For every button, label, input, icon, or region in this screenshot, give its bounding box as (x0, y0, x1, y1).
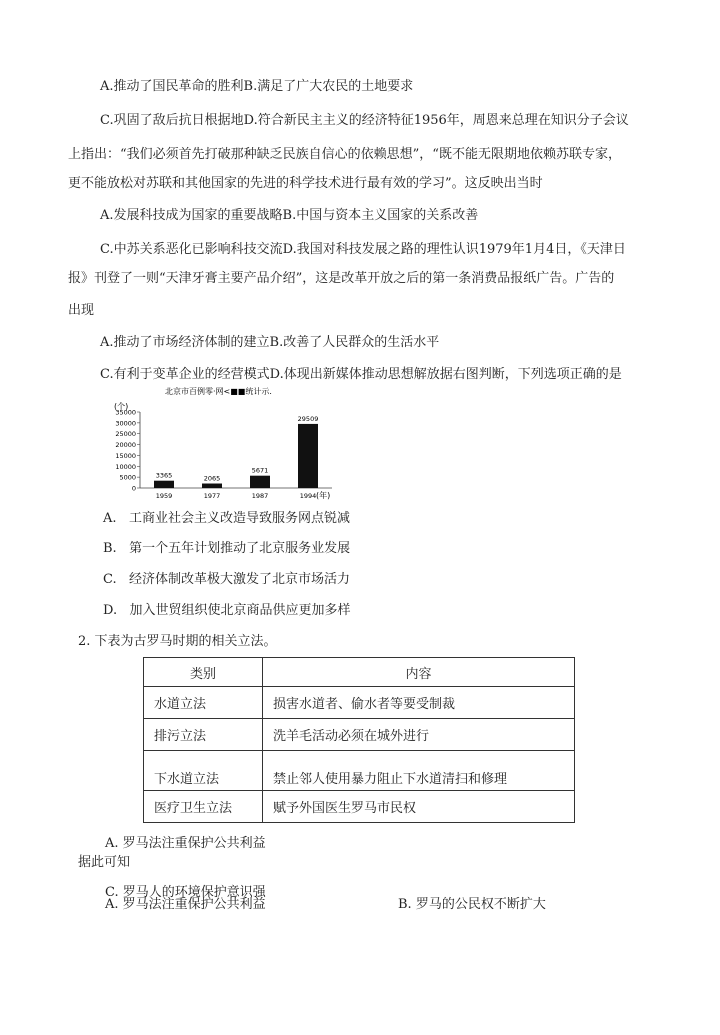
x-tick-label: 1987 (251, 492, 269, 500)
question-2-stem: 2. 下表为古罗马时期的相关立法。 (78, 634, 277, 649)
x-tick-label: 1977 (203, 492, 221, 500)
question-text-line: 上指出：“我们必须首先打破那种缺乏民族自信心的依赖思想”，“既不能无限期地依赖苏联专家， (68, 147, 621, 162)
option-line-6: C.中苏关系恶化已影响科技交流D.我国对科技发展之路的理性认识1979年1月4日，《天津日 (100, 242, 626, 257)
y-tick-label: 30000 (115, 419, 136, 428)
option-line-10: C.有利于变革企业的经营模式D.体现出新媒体推动思想解放据右图判断，下列选项正确的是 (100, 367, 622, 382)
table-cell: 损害水道者、偷水者等要受制裁 (263, 687, 575, 719)
bar-chart-svg (100, 382, 360, 512)
question-text-line: 报》刊登了一则“天津牙膏主要产品介绍”，这是改革开放之后的第一条消费品报纸广告。广告的 (68, 271, 615, 286)
y-tick-label: 0 (131, 484, 136, 493)
bar (154, 481, 174, 488)
option-text: 加入世贸组织使北京商品供应更加多样 (129, 603, 351, 618)
question-2-prompt: 据此可知 (78, 855, 131, 870)
option-text: 经济体制改革极大激发了北京市场活力 (129, 572, 351, 587)
option-letter: D. (103, 603, 118, 618)
answer-option[interactable] (103, 510, 350, 528)
bar (202, 484, 222, 488)
answer-option[interactable]: A. 罗马法注重保护公共利益 (105, 897, 266, 912)
option-text: 工商业社会主义改造导致服务网点锐减 (128, 511, 350, 526)
y-tick-label: 20000 (115, 441, 136, 450)
bar (298, 424, 318, 488)
question-text-line: 出现 (68, 303, 95, 318)
answer-option[interactable] (103, 540, 350, 558)
answer-option[interactable] (103, 571, 350, 589)
option-line-2: C.巩固了敌后抗日根据地D.符合新民主主义的经济特征1956年，周恩来总理在知识分子会议 (100, 113, 629, 128)
y-tick-label: 25000 (115, 430, 136, 439)
answer-option[interactable]: B. 罗马的公民权不断扩大 (398, 897, 546, 912)
table-cell: 水道立法 (144, 687, 263, 719)
x-tick-label: 1959 (155, 492, 173, 500)
data-label: 2065 (203, 474, 221, 483)
data-label: 29509 (297, 414, 319, 423)
option-text: 第一个五年计划推动了北京服务业发展 (129, 541, 351, 556)
roman-law-table (143, 657, 575, 823)
table-row (144, 791, 575, 823)
table-cell: 下水道立法 (144, 751, 263, 791)
y-axis-unit: (个) (114, 402, 129, 411)
y-tick-label: 10000 (115, 462, 136, 471)
table-header-row (144, 658, 575, 687)
bar (250, 476, 270, 488)
table-cell: 赋予外国医生罗马市民权 (263, 791, 575, 823)
option-line-9: A.推动了市场经济体制的建立B.改善了人民群众的生活水平 (100, 335, 440, 350)
option-letter: C. (103, 572, 117, 587)
table-cell: 排污立法 (144, 719, 263, 751)
chart-title: 北京市百例零·网<■■统计示. (165, 387, 272, 396)
answer-option[interactable] (103, 602, 351, 620)
table-cell: 医疗卫生立法 (144, 791, 263, 823)
option-line-1: A.推动了国民革命的胜利B.满足了广大农民的土地要求 (100, 79, 414, 94)
x-tick-label: 1994 (299, 492, 317, 500)
data-label: 3365 (155, 471, 173, 480)
table-header: 内容 (263, 658, 575, 687)
table-cell: 禁止邻人使用暴力阻止下水道清扫和修理 (263, 751, 575, 791)
answer-option[interactable]: C. 罗马人的环境保护意识强 (105, 885, 266, 900)
y-tick-label: 15000 (115, 451, 136, 460)
table-row (144, 687, 575, 719)
y-tick-label: 5000 (119, 473, 136, 482)
option-letter: A. (103, 511, 117, 526)
x-axis-unit: (年) (316, 491, 331, 500)
table-cell: 洗羊毛活动必须在城外进行 (263, 719, 575, 751)
answer-option[interactable]: A. 罗马法注重保护公共利益 (105, 836, 266, 851)
table-row (144, 751, 575, 791)
option-letter: B. (103, 541, 117, 556)
data-label: 5671 (251, 466, 269, 475)
table-header: 类别 (144, 658, 263, 687)
question-text-line: 更不能放松对苏联和其他国家的先进的科学技术进行最有效的学习”。这反映出当时 (68, 176, 543, 191)
y-tick-label: 35000 (115, 408, 136, 417)
bar-chart (100, 382, 360, 512)
option-line-5: A.发展科技成为国家的重要战略B.中国与资本主义国家的关系改善 (100, 208, 479, 223)
table-row (144, 719, 575, 751)
